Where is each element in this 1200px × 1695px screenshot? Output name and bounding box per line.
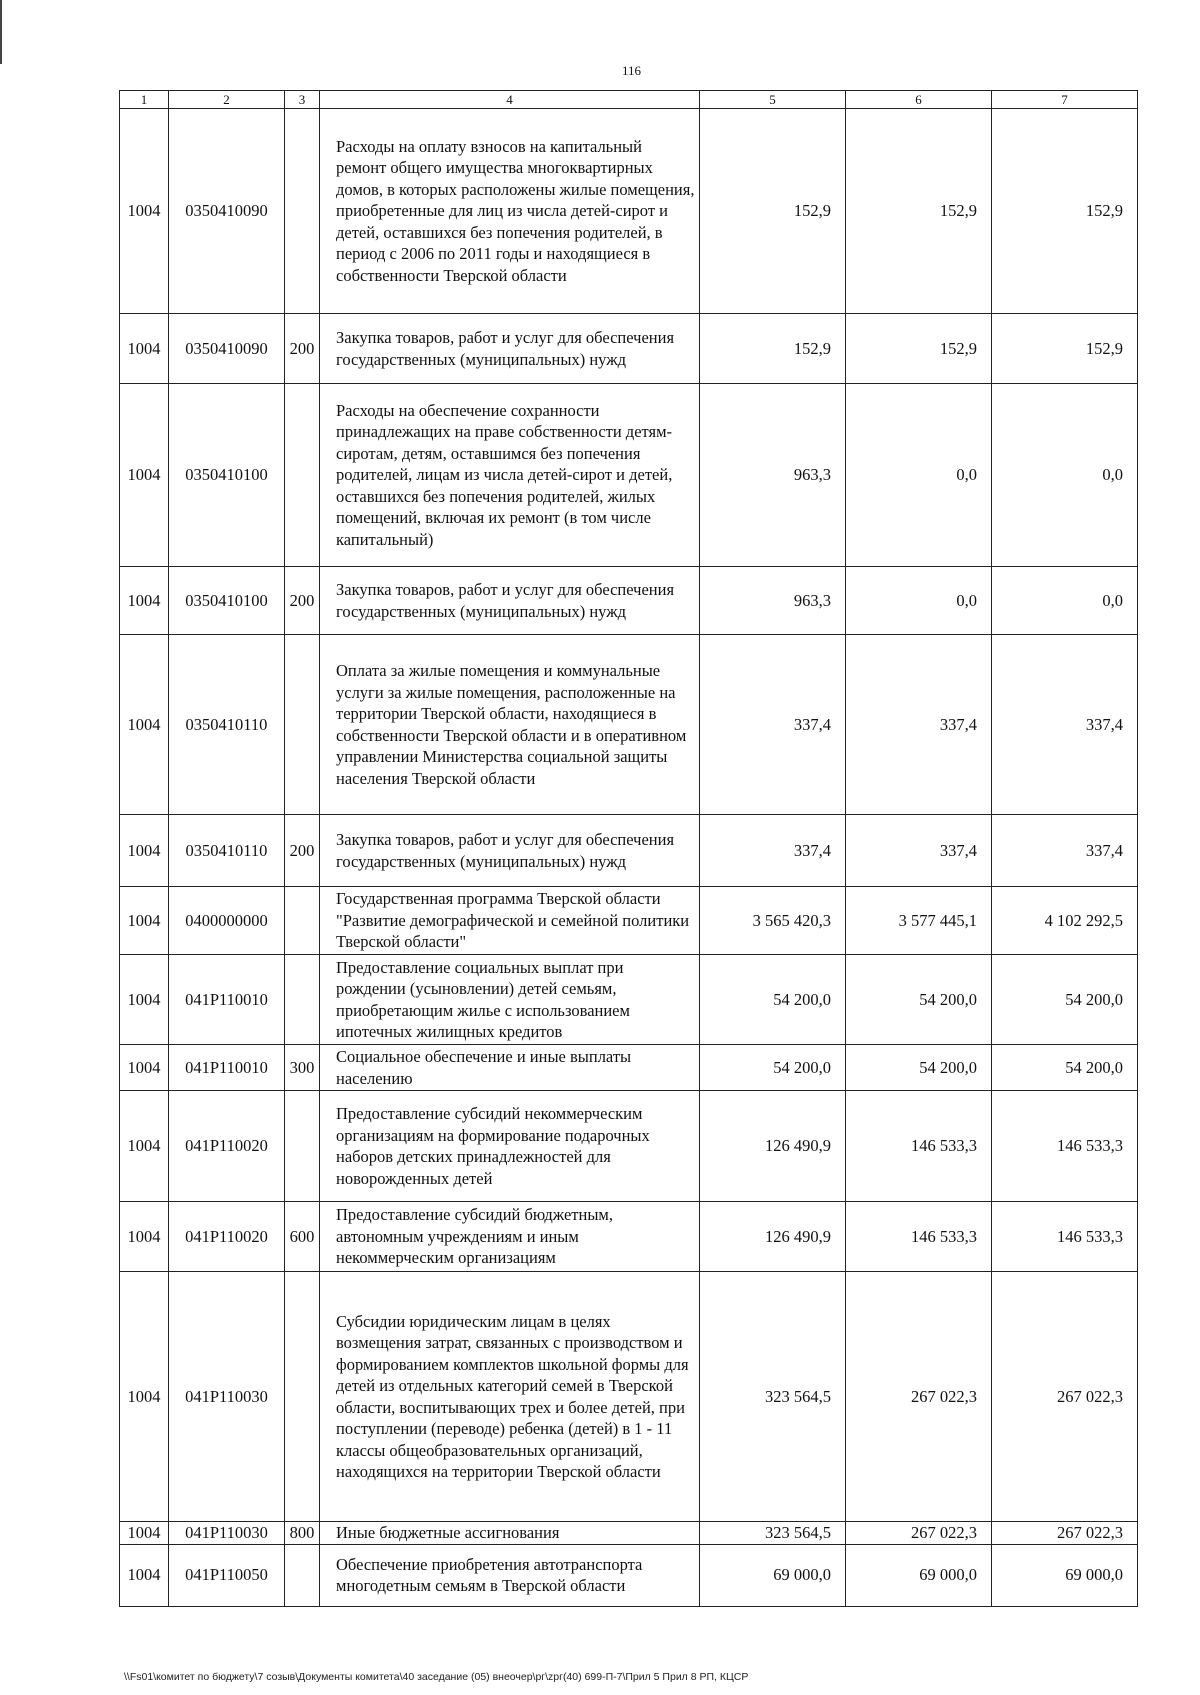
page-number: 116 xyxy=(621,63,642,78)
amount-year-1: 152,9 xyxy=(700,109,846,314)
amount-year-2: 337,4 xyxy=(846,815,992,887)
table-row xyxy=(120,635,1138,815)
column-header: 4 xyxy=(320,91,700,109)
column-header: 2 xyxy=(169,91,285,109)
section-code: 1004 xyxy=(120,635,169,815)
expense-type-code xyxy=(285,384,320,567)
section-code: 1004 xyxy=(120,1522,169,1545)
amount-year-1: 54 200,0 xyxy=(700,1045,846,1091)
scan-edge-line xyxy=(0,0,2,64)
expense-type-code xyxy=(285,1272,320,1522)
item-name: Предоставление субсидий бюджетным, автономным учреждениям и иным некоммерческим организациям xyxy=(320,1202,700,1272)
target-article-code: 041P110010 xyxy=(169,955,285,1045)
section-code: 1004 xyxy=(120,815,169,887)
amount-year-3: 4 102 292,5 xyxy=(992,887,1138,955)
table-row xyxy=(120,384,1138,567)
target-article-code: 0350410110 xyxy=(169,635,285,815)
item-name: Иные бюджетные ассигнования xyxy=(320,1522,700,1545)
amount-year-3: 152,9 xyxy=(992,314,1138,384)
table-row xyxy=(120,815,1138,887)
section-code: 1004 xyxy=(120,314,169,384)
section-code: 1004 xyxy=(120,1202,169,1272)
section-code: 1004 xyxy=(120,1544,169,1606)
target-article-code: 0350410090 xyxy=(169,314,285,384)
amount-year-2: 337,4 xyxy=(846,635,992,815)
item-name: Государственная программа Тверской области "Развитие демографической и семейной политики Тверской области" xyxy=(320,887,700,955)
table-row xyxy=(120,109,1138,314)
expense-type-code xyxy=(285,887,320,955)
expense-type-code xyxy=(285,635,320,815)
budget-table xyxy=(119,90,1138,1607)
table-row xyxy=(120,955,1138,1045)
amount-year-1: 337,4 xyxy=(700,815,846,887)
table-row xyxy=(120,314,1138,384)
amount-year-1: 323 564,5 xyxy=(700,1522,846,1545)
item-name: Социальное обеспечение и иные выплаты населению xyxy=(320,1045,700,1091)
target-article-code: 041P110030 xyxy=(169,1522,285,1545)
table-row xyxy=(120,887,1138,955)
table-row xyxy=(120,1045,1138,1091)
amount-year-1: 126 490,9 xyxy=(700,1091,846,1202)
item-name: Обеспечение приобретения автотранспорта многодетным семьям в Тверской области xyxy=(320,1544,700,1606)
amount-year-1: 337,4 xyxy=(700,635,846,815)
amount-year-3: 337,4 xyxy=(992,635,1138,815)
amount-year-1: 69 000,0 xyxy=(700,1544,846,1606)
section-code: 1004 xyxy=(120,1272,169,1522)
amount-year-1: 54 200,0 xyxy=(700,955,846,1045)
item-name: Оплата за жилые помещения и коммунальные услуги за жилые помещения, расположенные на территории Тверской области, находящиеся в собственности Тверской области и в оперативном управлении Министерства социальной защиты населения Тверской области xyxy=(320,635,700,815)
item-name: Закупка товаров, работ и услуг для обеспечения государственных (муниципальных) нужд xyxy=(320,815,700,887)
target-article-code: 0350410100 xyxy=(169,567,285,635)
amount-year-3: 152,9 xyxy=(992,109,1138,314)
table-row xyxy=(120,1091,1138,1202)
column-header: 6 xyxy=(846,91,992,109)
table-row xyxy=(120,1522,1138,1545)
target-article-code: 0350410090 xyxy=(169,109,285,314)
section-code: 1004 xyxy=(120,887,169,955)
amount-year-2: 152,9 xyxy=(846,314,992,384)
amount-year-1: 152,9 xyxy=(700,314,846,384)
section-code: 1004 xyxy=(120,109,169,314)
column-number-row xyxy=(120,91,1138,109)
target-article-code: 041P110010 xyxy=(169,1045,285,1091)
column-header: 7 xyxy=(992,91,1138,109)
table-row xyxy=(120,567,1138,635)
amount-year-3: 0,0 xyxy=(992,384,1138,567)
item-name: Расходы на обеспечение сохранности принадлежащих на праве собственности детям-сиротам, детям, оставшимся без попечения родителей, лицам из числа детей-сирот и детей, оставшихся без попечения родителей, жилых помещений, включая их ремонт (в том числе капитальный) xyxy=(320,384,700,567)
section-code: 1004 xyxy=(120,384,169,567)
amount-year-2: 152,9 xyxy=(846,109,992,314)
item-name: Субсидии юридическим лицам в целях возмещения затрат, связанных с производством и формированием комплектов школьной формы для детей из отдельных категорий семей в Тверской области, воспитывающих трех и более детей, при поступлении (переводе) ребенка (детей) в 1 - 11 классы общеобразовательных организаций, находящихся на территории Тверской области xyxy=(320,1272,700,1522)
expense-type-code: 300 xyxy=(285,1045,320,1091)
amount-year-2: 146 533,3 xyxy=(846,1091,992,1202)
amount-year-3: 267 022,3 xyxy=(992,1522,1138,1545)
item-name: Расходы на оплату взносов на капитальный ремонт общего имущества многоквартирных домов, в которых расположены жилые помещения, приобретенные для лиц из числа детей-сирот и детей, оставшихся без попечения родителей, в период с 2006 по 2011 годы и находящиеся в собственности Тверской области xyxy=(320,109,700,314)
amount-year-3: 0,0 xyxy=(992,567,1138,635)
amount-year-1: 323 564,5 xyxy=(700,1272,846,1522)
section-code: 1004 xyxy=(120,955,169,1045)
amount-year-1: 963,3 xyxy=(700,384,846,567)
item-name: Предоставление социальных выплат при рождении (усыновлении) детей семьям, приобретающим жилье с использованием ипотечных жилищных кредитов xyxy=(320,955,700,1045)
expense-type-code: 200 xyxy=(285,314,320,384)
amount-year-3: 54 200,0 xyxy=(992,955,1138,1045)
section-code: 1004 xyxy=(120,567,169,635)
amount-year-2: 54 200,0 xyxy=(846,1045,992,1091)
amount-year-2: 69 000,0 xyxy=(846,1544,992,1606)
expense-type-code xyxy=(285,1091,320,1202)
expense-type-code xyxy=(285,109,320,314)
expense-type-code: 800 xyxy=(285,1522,320,1545)
section-code: 1004 xyxy=(120,1045,169,1091)
target-article-code: 041P110050 xyxy=(169,1544,285,1606)
amount-year-2: 267 022,3 xyxy=(846,1522,992,1545)
column-header: 3 xyxy=(285,91,320,109)
column-header: 5 xyxy=(700,91,846,109)
amount-year-3: 146 533,3 xyxy=(992,1202,1138,1272)
column-header: 1 xyxy=(120,91,169,109)
footer-file-path: \\Fs01\комитет по бюджету\7 созыв\Документы комитета\40 заседание (05) внеочер\рг\zрг(40) 699-П-7\Прил 5 Прил 8 РП, КЦСР xyxy=(124,1671,749,1683)
amount-year-2: 267 022,3 xyxy=(846,1272,992,1522)
expense-type-code xyxy=(285,1544,320,1606)
target-article-code: 0350410110 xyxy=(169,815,285,887)
amount-year-1: 963,3 xyxy=(700,567,846,635)
amount-year-3: 337,4 xyxy=(992,815,1138,887)
target-article-code: 0350410100 xyxy=(169,384,285,567)
amount-year-3: 54 200,0 xyxy=(992,1045,1138,1091)
table-row xyxy=(120,1202,1138,1272)
amount-year-2: 54 200,0 xyxy=(846,955,992,1045)
expense-type-code: 200 xyxy=(285,815,320,887)
expense-type-code xyxy=(285,955,320,1045)
target-article-code: 041P110020 xyxy=(169,1202,285,1272)
target-article-code: 041P110030 xyxy=(169,1272,285,1522)
amount-year-2: 146 533,3 xyxy=(846,1202,992,1272)
amount-year-3: 69 000,0 xyxy=(992,1544,1138,1606)
expense-type-code: 200 xyxy=(285,567,320,635)
item-name: Закупка товаров, работ и услуг для обеспечения государственных (муниципальных) нужд xyxy=(320,314,700,384)
section-code: 1004 xyxy=(120,1091,169,1202)
table-row xyxy=(120,1272,1138,1522)
item-name: Закупка товаров, работ и услуг для обеспечения государственных (муниципальных) нужд xyxy=(320,567,700,635)
amount-year-3: 146 533,3 xyxy=(992,1091,1138,1202)
target-article-code: 041P110020 xyxy=(169,1091,285,1202)
target-article-code: 0400000000 xyxy=(169,887,285,955)
amount-year-2: 0,0 xyxy=(846,384,992,567)
expense-type-code: 600 xyxy=(285,1202,320,1272)
amount-year-2: 0,0 xyxy=(846,567,992,635)
amount-year-1: 126 490,9 xyxy=(700,1202,846,1272)
amount-year-2: 3 577 445,1 xyxy=(846,887,992,955)
item-name: Предоставление субсидий некоммерческим организациям на формирование подарочных наборов детских принадлежностей для новорожденных детей xyxy=(320,1091,700,1202)
amount-year-3: 267 022,3 xyxy=(992,1272,1138,1522)
table-row xyxy=(120,1544,1138,1606)
amount-year-1: 3 565 420,3 xyxy=(700,887,846,955)
